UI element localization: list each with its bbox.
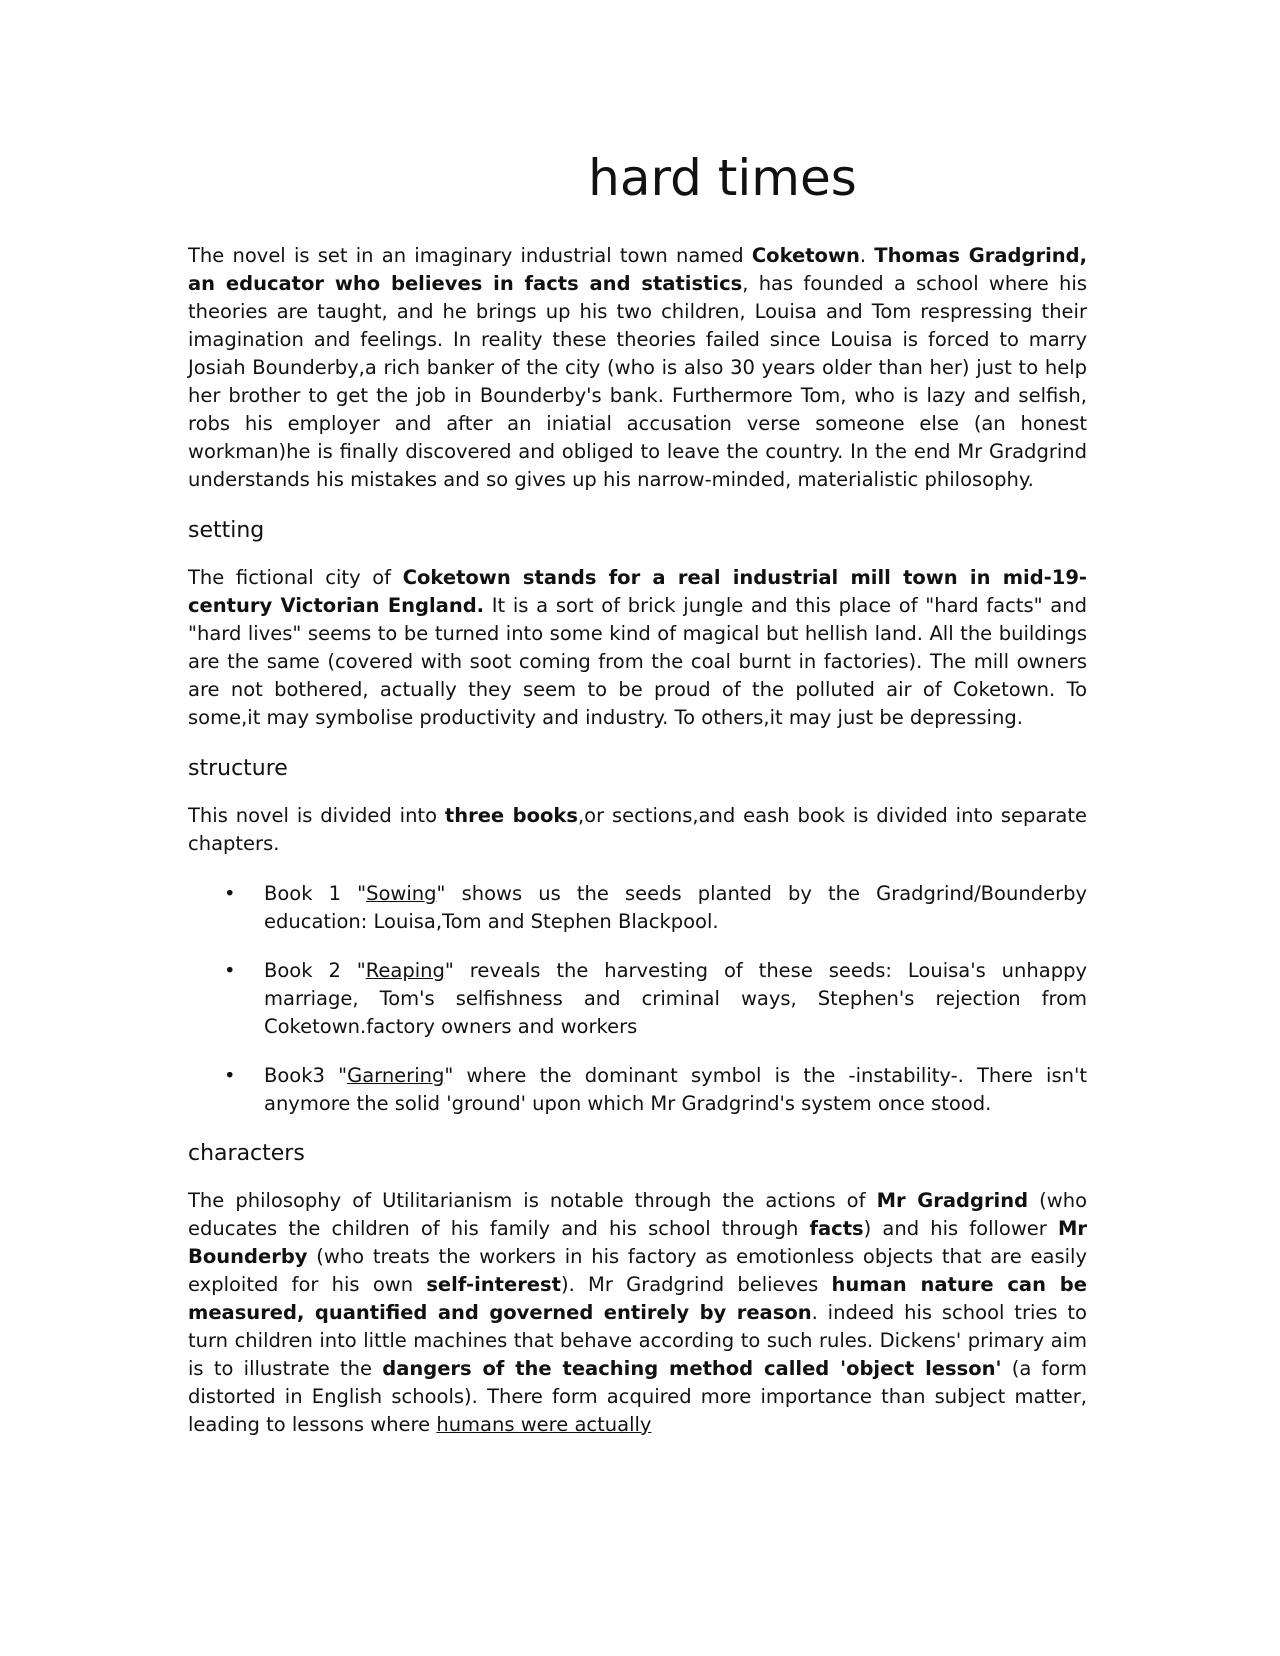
bullet-icon: • <box>224 959 236 982</box>
structure-paragraph: This novel is divided into three books,or sections,and eash book is divided into separate chapters. <box>188 804 1087 855</box>
books-list <box>188 880 1087 1118</box>
bullet-icon: • <box>224 882 236 905</box>
setting-bold: Coketown stands for a real industrial mill town in mid-19-century Victorian England. <box>188 566 1087 617</box>
structure-heading: structure <box>188 756 288 781</box>
page-title: hard times <box>588 149 857 207</box>
garnering-link[interactable]: Garnering <box>347 1064 445 1087</box>
reaping-link[interactable]: Reaping <box>365 959 445 982</box>
sowing-link[interactable]: Sowing <box>366 882 437 905</box>
characters-heading: characters <box>188 1141 305 1166</box>
setting-paragraph: The fictional city of Coketown stands for a real industrial mill town in mid-19-century Victorian England. It is a sort of brick jungle and this place of "hard facts" and "hard lives" seems to be turned into some kind of magical but hellish land. All the buildings are the same (covered with soot coming from the coal burnt in factories). The mill owners are not bothered, actually they seem to be proud of the polluted air of Coketown. To some,it may symbolise productivity and industry. To others,it may just be depressing. <box>188 566 1087 729</box>
list-item: • Book 1 "Sowing" shows us the seeds planted by the Gradgrind/Bounderby education: Louisa,Tom and Stephen Blackpool. <box>224 882 1087 933</box>
gradgrind-bold: Thomas Gradgrind, an educator who believes in facts and statistics <box>188 244 1088 295</box>
bullet-icon: • <box>224 1064 236 1087</box>
humans-link[interactable]: humans were actually <box>436 1413 652 1436</box>
characters-paragraph: The philosophy of Utilitarianism is notable through the actions of Mr Gradgrind (who educates the children of his family and his school through facts) and his follower Mr Bounderby (who treats the workers in his factory as emotionless objects that are easily exploited for his own self-interest). Mr Gradgrind believes human nature can be measured, quantified and governed entirely by reason. indeed his school tries to turn children into little machines that behave according to such rules. Dickens' primary aim is to illustrate the dangers of the teaching method called 'object lesson' (a form distorted in English schools). There form acquired more importance than subject matter, leading to lessons where humans were actually <box>188 1189 1088 1436</box>
intro-paragraph: The novel is set in an imaginary industrial town named Coketown. Thomas Gradgrind, an educator who believes in facts and statistics, has founded a school where his theories are taught, and he brings up his two children, Louisa and Tom respressing their imagination and feelings. In reality these theories failed since Louisa is forced to marry Josiah Bounderby,a rich banker of the city (who is also 30 years older than her) just to help her brother to get the job in Bounderby's bank. Furthermore Tom, who is lazy and selfish, robs his employer and after an iniatial accusation verse someone else (an honest workman)he is finally discovered and obliged to leave the country. In the end Mr Gradgrind understands his mistakes and so gives up his narrow-minded, materialistic philosophy. <box>188 244 1088 491</box>
three-books-bold: three books <box>444 804 578 827</box>
coketown-bold: Coketown <box>751 244 860 267</box>
list-item: • Book 2 "Reaping" reveals the harvesting of these seeds: Louisa's unhappy marriage, Tom's selfishness and criminal ways, Stephen's rejection from Coketown.factory owners and workers <box>224 959 1087 1038</box>
document-body <box>188 242 1087 1439</box>
list-item: • Book3 "Garnering" where the dominant symbol is the -instability-. There isn't anymore the solid 'ground' upon which Mr Gradgrind's system once stood. <box>224 1064 1087 1115</box>
setting-heading: setting <box>188 518 265 543</box>
